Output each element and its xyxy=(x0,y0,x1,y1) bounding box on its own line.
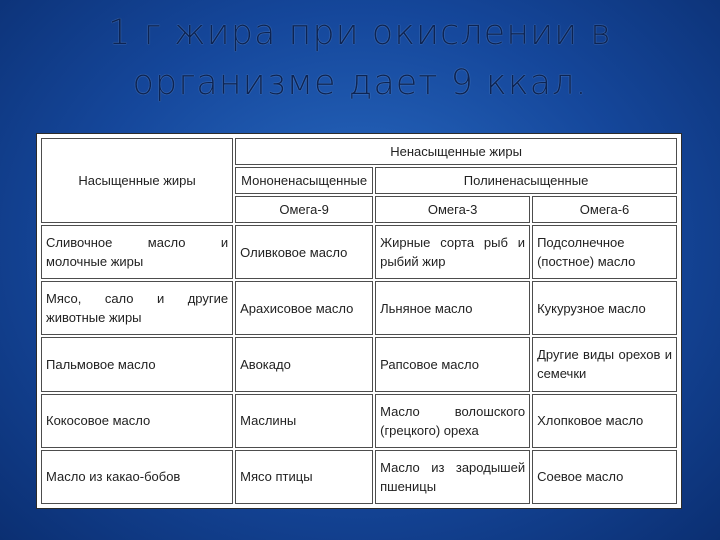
cell-omega3: Масло волошского (грецкого) ореха xyxy=(375,394,530,448)
cell-saturated: Масло из какао-бобов xyxy=(41,450,233,504)
header-omega9: Омега-9 xyxy=(235,196,373,223)
cell-omega6: Другие виды орехов и семечки xyxy=(532,337,677,391)
header-saturated: Насыщенные жиры xyxy=(41,138,233,223)
cell-omega3: Жирные сорта рыб и рыбий жир xyxy=(375,225,530,279)
slide-title-line2: организме дает 9 ккал. xyxy=(132,63,588,103)
cell-omega9: Арахисовое масло xyxy=(235,281,373,335)
cell-saturated: Кокосовое масло xyxy=(41,394,233,448)
cell-omega6: Кукурузное масло xyxy=(532,281,677,335)
slide-title xyxy=(0,8,720,108)
cell-omega3: Льняное масло xyxy=(375,281,530,335)
cell-omega9: Авокадо xyxy=(235,337,373,391)
cell-omega3: Масло из зародышей пшеницы xyxy=(375,450,530,504)
header-omega3: Омега-3 xyxy=(375,196,530,223)
cell-saturated: Сливочное масло и молочные жиры xyxy=(41,225,233,279)
header-unsaturated: Ненасыщенные жиры xyxy=(235,138,677,165)
cell-omega9: Маслины xyxy=(235,394,373,448)
table-row xyxy=(41,337,677,391)
cell-omega9: Мясо птицы xyxy=(235,450,373,504)
cell-saturated: Пальмовое масло xyxy=(41,337,233,391)
cell-omega6: Хлопковое масло xyxy=(532,394,677,448)
cell-omega3: Рапсовое масло xyxy=(375,337,530,391)
header-omega6: Омега-6 xyxy=(532,196,677,223)
cell-saturated: Мясо, сало и другие животные жиры xyxy=(41,281,233,335)
table-row xyxy=(41,281,677,335)
cell-omega6: Соевое масло xyxy=(532,450,677,504)
table-row xyxy=(41,225,677,279)
fats-table-frame xyxy=(37,134,681,508)
fats-table xyxy=(39,136,679,506)
slide-title-line1: 1 г жира при окислении в xyxy=(108,13,612,53)
cell-omega9: Оливковое масло xyxy=(235,225,373,279)
table-row xyxy=(41,450,677,504)
header-monounsaturated: Мононенасыщенные xyxy=(235,167,373,194)
header-polyunsaturated: Полиненасыщенные xyxy=(375,167,677,194)
table-row xyxy=(41,394,677,448)
cell-omega6: Подсолнечное (постное) масло xyxy=(532,225,677,279)
